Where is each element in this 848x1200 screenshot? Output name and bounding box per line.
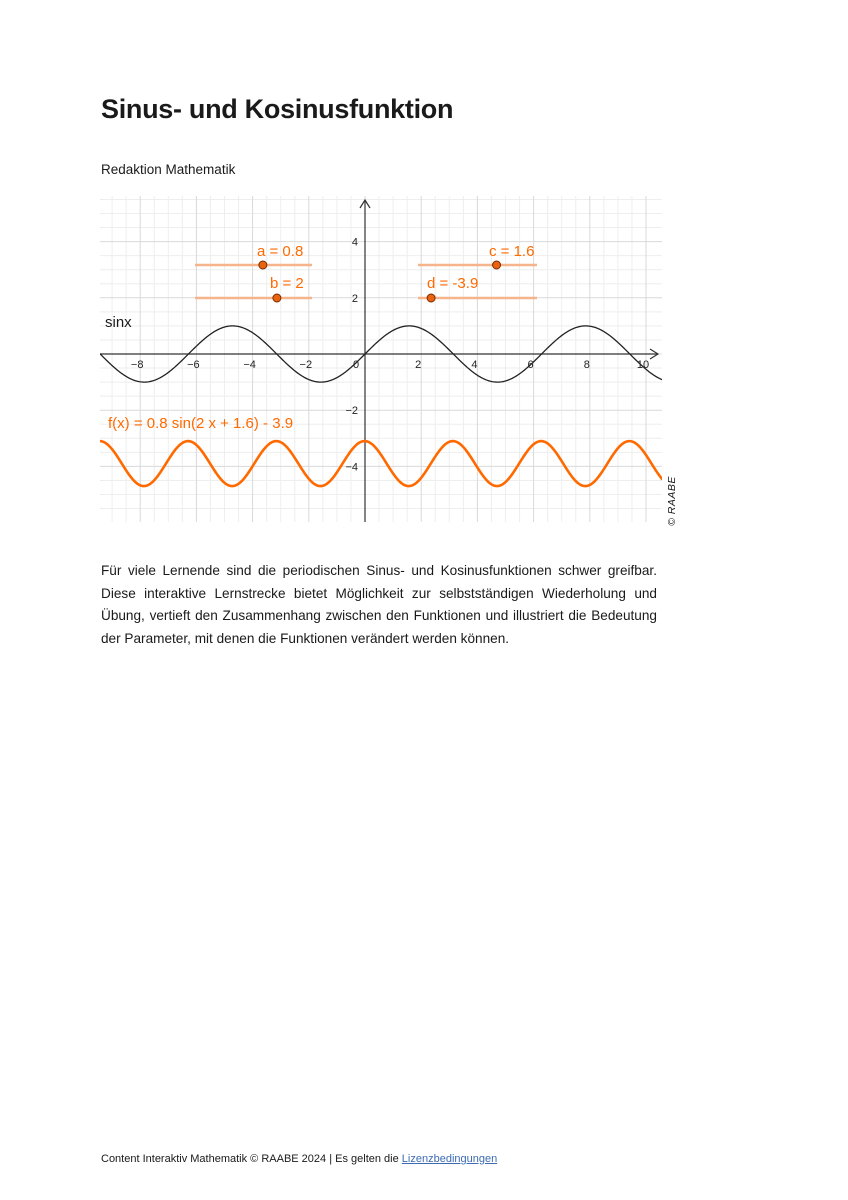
f-function-label: f(x) = 0.8 sin(2 x + 1.6) - 3.9 — [108, 415, 294, 432]
y-tick-label: −4 — [345, 461, 358, 474]
slider-b-knob[interactable] — [273, 294, 281, 302]
x-tick-label: −2 — [299, 359, 313, 371]
x-tick-label: −4 — [243, 359, 256, 371]
x-tick-label: 0 — [352, 359, 360, 371]
footer-text: Content Interaktiv Mathematik © RAABE 2024 | Es gelten die — [101, 1153, 399, 1165]
slider-c-label: c = 1.6 — [489, 243, 535, 260]
x-tick-label: −6 — [187, 359, 200, 371]
x-tick-label: 10 — [636, 359, 650, 371]
y-tick-label: −2 — [345, 405, 358, 418]
license-link[interactable]: Lizenzbedingungen — [401, 1153, 498, 1165]
author-line: Redaktion Mathematik — [101, 162, 236, 177]
x-tick-label: 2 — [415, 359, 422, 371]
x-tick-label: 4 — [471, 359, 478, 371]
slider-b-label: b = 2 — [270, 275, 304, 292]
curve-f — [100, 441, 662, 486]
slider-d-knob[interactable] — [427, 294, 435, 302]
x-tick-label: 8 — [583, 359, 590, 371]
y-tick-label: 2 — [351, 292, 358, 305]
footer — [101, 1153, 497, 1165]
figure-copyright: © RAABE — [666, 476, 678, 526]
intro-paragraph: Für viele Lernende sind die periodischen Sinus- und Kosinusfunktionen schwer greifbar. Diese interaktive Lernstrecke bietet Möglichkeit zur selbstständigen Wiederholung und Übung, vertieft den Zusammenhang zwischen den Funktionen und illustriert die Bedeutung der Parameter, mit denen die Funktionen verändert werden können. — [101, 563, 657, 646]
sinx-label: sinx — [105, 314, 132, 331]
x-tick-label: 6 — [527, 359, 534, 371]
x-tick-label: −8 — [130, 359, 144, 371]
slider-c-knob[interactable] — [493, 261, 501, 269]
page-title: Sinus- und Kosinusfunktion — [101, 94, 454, 124]
y-tick-label: 4 — [351, 236, 358, 249]
slider-d-label: d = -3.9 — [427, 275, 479, 292]
slider-a-knob[interactable] — [259, 261, 267, 269]
chart-canvas[interactable] — [100, 196, 662, 522]
curves — [100, 326, 662, 486]
slider-b[interactable] — [195, 275, 312, 302]
slider-a-label: a = 0.8 — [257, 243, 304, 260]
function-graph[interactable] — [100, 196, 662, 522]
